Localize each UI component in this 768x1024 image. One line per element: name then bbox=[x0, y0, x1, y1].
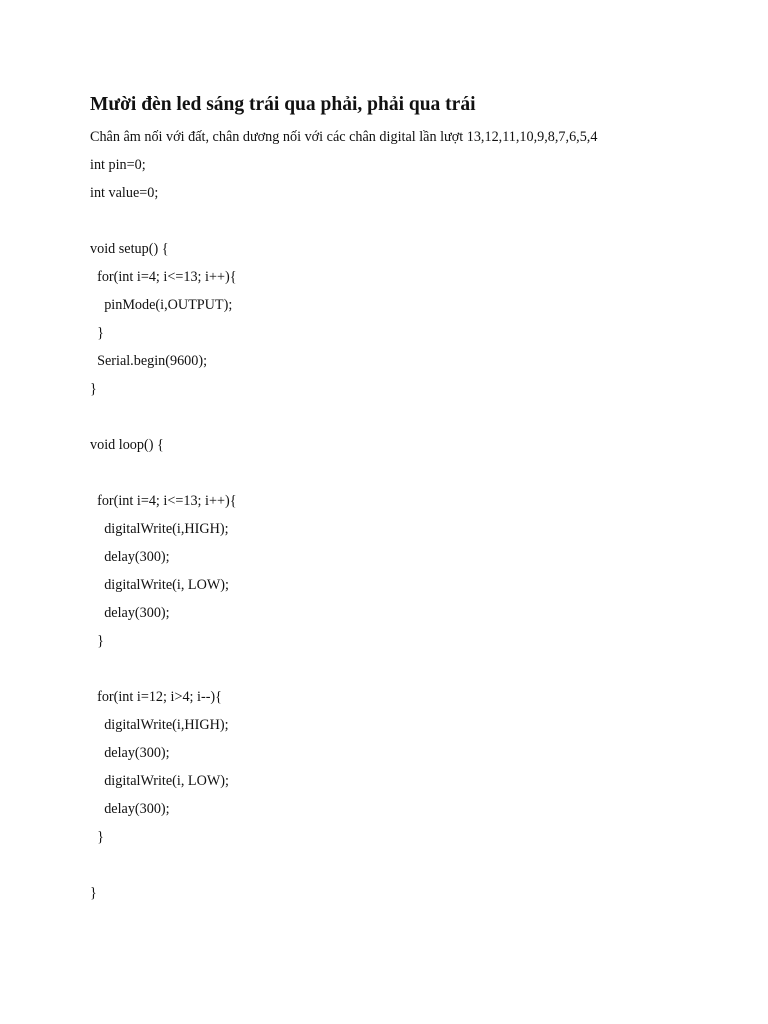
code-line: } bbox=[90, 381, 97, 397]
code-line: void loop() { bbox=[90, 437, 164, 453]
code-line: for(int i=12; i>4; i--){ bbox=[90, 689, 222, 705]
code-line: pinMode(i,OUTPUT); bbox=[90, 297, 233, 313]
code-line bbox=[90, 855, 237, 883]
code-line: } bbox=[90, 633, 104, 649]
code-line: delay(300); bbox=[90, 801, 170, 817]
code-line bbox=[90, 659, 237, 687]
code-line bbox=[90, 407, 237, 435]
code-line: } bbox=[90, 829, 104, 845]
code-line: for(int i=4; i<=13; i++){ bbox=[90, 493, 237, 509]
code-line bbox=[90, 211, 237, 239]
code-line: digitalWrite(i,HIGH); bbox=[90, 521, 229, 537]
code-line: delay(300); bbox=[90, 549, 170, 565]
code-line: void setup() { bbox=[90, 241, 169, 257]
code-line: } bbox=[90, 325, 104, 341]
code-block bbox=[90, 155, 237, 911]
code-line bbox=[90, 463, 237, 491]
code-line: } bbox=[90, 885, 97, 901]
code-line: digitalWrite(i,HIGH); bbox=[90, 717, 229, 733]
document-title: Mười đèn led sáng trái qua phải, phải qua trái bbox=[90, 94, 476, 115]
code-line: int value=0; bbox=[90, 185, 159, 201]
code-line: for(int i=4; i<=13; i++){ bbox=[90, 269, 237, 285]
code-line: digitalWrite(i, LOW); bbox=[90, 773, 229, 789]
code-line: delay(300); bbox=[90, 605, 170, 621]
code-line: int pin=0; bbox=[90, 157, 146, 173]
code-line: delay(300); bbox=[90, 745, 170, 761]
code-line: digitalWrite(i, LOW); bbox=[90, 577, 229, 593]
code-line: Serial.begin(9600); bbox=[90, 353, 208, 369]
intro-paragraph: Chân âm nối với đất, chân dương nối với các chân digital lần lượt 13,12,11,10,9,8,7,6,5,4 bbox=[90, 129, 598, 145]
